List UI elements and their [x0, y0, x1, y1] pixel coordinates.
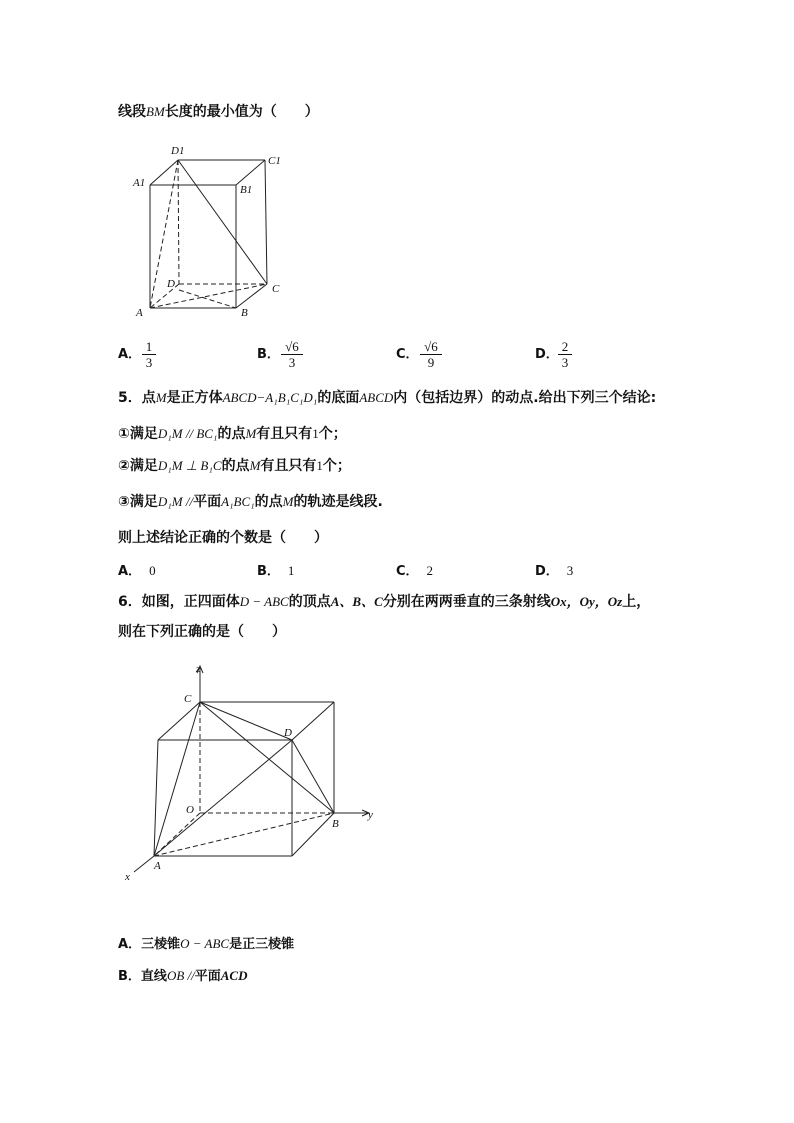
label-B: B: [332, 818, 339, 830]
label-z: z: [196, 663, 201, 675]
option-value: 0: [149, 563, 156, 578]
q5-s2-text: 个；: [322, 458, 351, 474]
q6-optB-text: 直线: [140, 969, 167, 984]
q4-stem-text-2: 长度的最小值为（ ）: [164, 104, 319, 120]
q5-s1-text: 有且只有: [256, 426, 313, 442]
label-D: D: [167, 278, 175, 290]
frac-den: 9: [427, 355, 435, 370]
q5-text: 内（包括边界）的动点.给出下列三个结论:: [393, 390, 657, 406]
label-A: A: [136, 307, 143, 319]
q5-s2-text: ②满足: [118, 458, 158, 474]
q6-optB-math: OB //: [166, 968, 195, 983]
q5-s3-text: 平面: [193, 494, 222, 510]
q4-option-c-letter[interactable]: C．: [396, 347, 419, 362]
q6-text: 上，: [622, 594, 651, 610]
option-value: 2: [426, 563, 434, 578]
label-A1: A1: [133, 177, 146, 189]
q4-option-a-letter[interactable]: A．: [118, 347, 142, 362]
q5-s3-math: M: [282, 494, 294, 509]
q4-option-d-letter[interactable]: D．: [535, 347, 559, 362]
q6-optA-text: 是正三棱锥: [229, 937, 295, 952]
q5-math: M: [155, 390, 167, 405]
q5-ask: 则上述结论正确的个数是（ ）: [118, 530, 328, 546]
q6-text: 的顶点: [288, 594, 331, 610]
label-B: B: [241, 307, 248, 319]
option-letter: A．: [118, 564, 142, 579]
q5-s3-text: ③满足: [118, 494, 158, 510]
q5-s1-number: 1: [312, 426, 319, 441]
label-A: A: [154, 860, 161, 872]
label-C: C: [272, 283, 280, 295]
q5-math: ABCD−A₁B₁C₁D₁: [222, 390, 318, 405]
frac-num: √6: [424, 339, 438, 354]
q5-text: 点: [141, 390, 156, 406]
q6-optB-math: ACD: [220, 968, 248, 983]
label-B1: B1: [240, 184, 253, 196]
option-letter: B．: [118, 969, 141, 984]
q5-s2-text: 有且只有: [260, 458, 317, 474]
label-C1: C1: [268, 155, 281, 167]
q5-s1-math: D₁M // BC₁: [157, 426, 218, 441]
frac-num: 1: [145, 339, 153, 354]
frac-den: 3: [561, 355, 569, 370]
label-x: x: [125, 871, 130, 883]
frac-num: √6: [285, 339, 299, 354]
frac-den: 3: [288, 355, 296, 370]
q6-math: Ox，Oy，Oz: [550, 594, 623, 609]
q5-s3-math: D₁M //: [157, 494, 194, 509]
q6-math: A、B、C: [330, 594, 383, 609]
option-letter: A．: [118, 937, 142, 952]
option-letter: C．: [396, 564, 419, 579]
q4-option-b-letter[interactable]: B．: [257, 347, 280, 362]
q6-math: D − ABC: [239, 594, 289, 609]
q5-math: ABCD: [359, 390, 394, 405]
label-O: O: [186, 804, 194, 816]
option-letter: B．: [257, 564, 280, 579]
q4-stem-math: BM: [146, 104, 165, 119]
label-D1: D1: [171, 145, 185, 157]
q5-s2-math: D₁M ⊥ B₁C: [157, 458, 222, 473]
q5-s1-text: 个；: [318, 426, 347, 442]
q5-text: 是正方体: [166, 390, 223, 406]
q5-s3-text: 的轨迹是线段.: [293, 494, 383, 510]
q6-option-a[interactable]: [118, 934, 294, 955]
label-D: D: [284, 727, 292, 739]
q6-optB-text: 平面: [194, 969, 221, 984]
q5-text: 的底面: [317, 390, 360, 406]
option-value: 3: [566, 563, 574, 578]
q6-number: 6．: [118, 594, 142, 610]
frac-den: 3: [145, 355, 153, 370]
q5-s1-text: 的点: [217, 426, 246, 442]
q6-stem-line2: 则在下列正确的是（ ）: [118, 624, 286, 640]
option-value: 1: [287, 563, 295, 578]
q5-s3-math: A₁BC₁: [221, 494, 255, 509]
option-letter: D．: [535, 564, 559, 579]
q6-optA-math: O − ABC: [180, 936, 230, 951]
q4-stem-text: 线段: [118, 104, 146, 120]
q5-s1-text: ①满足: [118, 426, 158, 442]
q6-optA-text: 三棱锥: [141, 937, 181, 952]
q6-text: 分别在两两垂直的三条射线: [382, 594, 551, 610]
q5-s2-number: 1: [316, 458, 323, 473]
q5-s1-math: M: [245, 426, 257, 441]
q6-text: 如图，正四面体: [141, 594, 240, 610]
q5-s3-text: 的点: [254, 494, 283, 510]
label-y: y: [368, 809, 373, 821]
q6-option-b[interactable]: [118, 966, 248, 987]
q5-s2-text: 的点: [221, 458, 250, 474]
q5-number: 5．: [118, 390, 142, 406]
frac-num: 2: [561, 339, 569, 354]
q5-s2-math: M: [249, 458, 261, 473]
label-C: C: [184, 693, 192, 705]
